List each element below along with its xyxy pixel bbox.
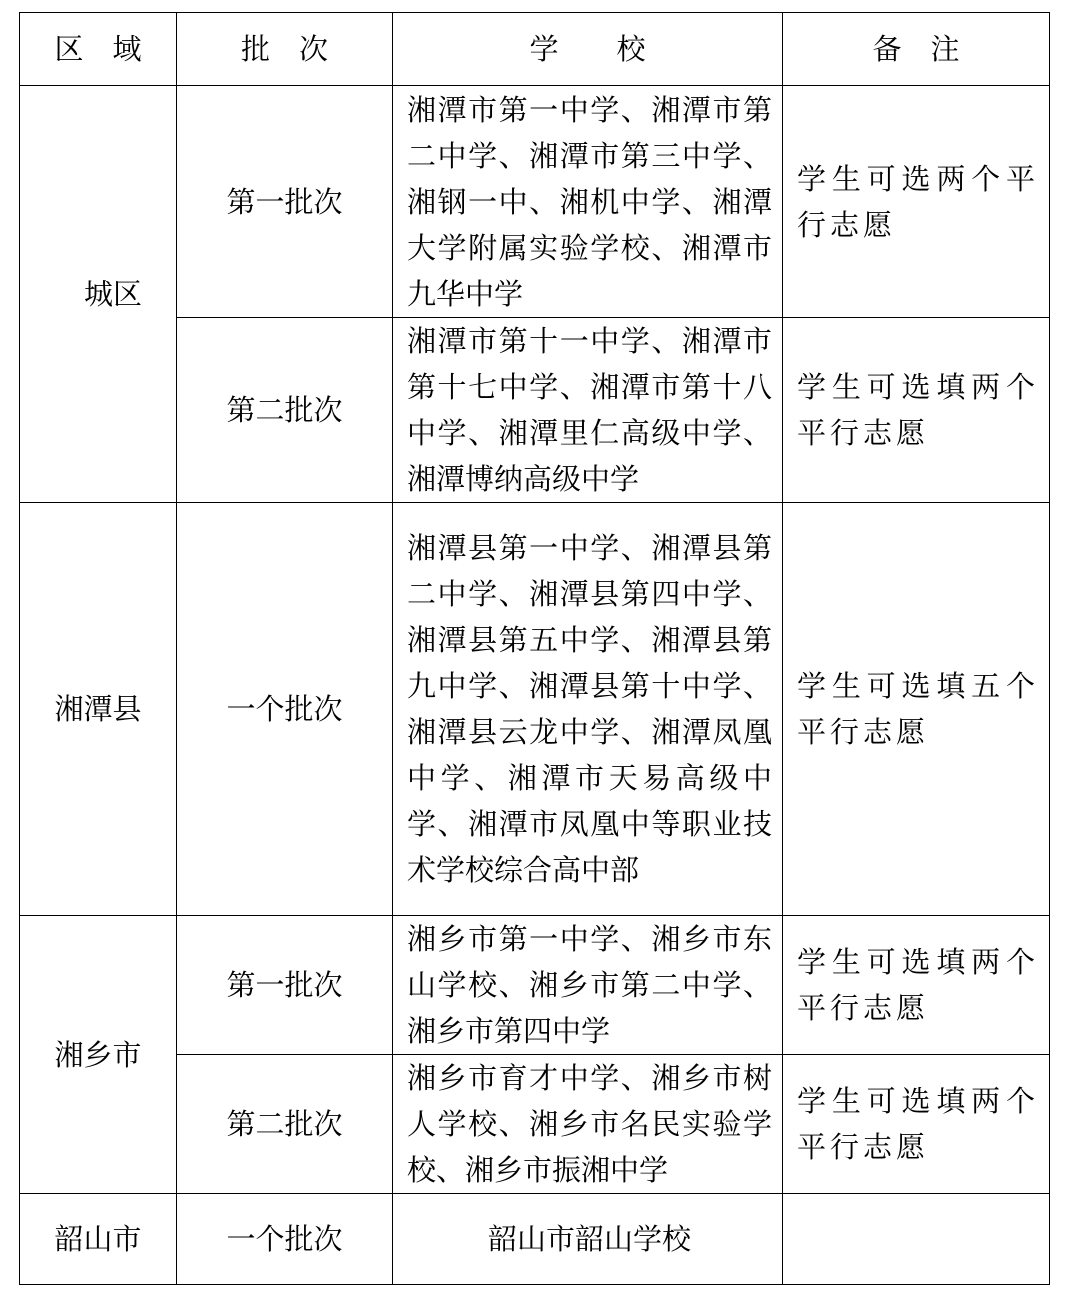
- region-cell: 湘乡市: [20, 916, 177, 1194]
- note-cell: 学生可选填两个平行志愿: [783, 1055, 1050, 1194]
- batch-cell: 第二批次: [177, 318, 393, 503]
- school-cell: 湘潭市第一中学、湘潭市第二中学、湘潭市第三中学、湘钢一中、湘机中学、湘潭大学附属实验学校、湘潭市九华中学: [393, 86, 783, 318]
- table-row: [20, 1194, 1050, 1285]
- region-cell: 湘潭县: [20, 503, 177, 916]
- table-row: [20, 503, 1050, 916]
- batch-cell: 一个批次: [177, 503, 393, 916]
- school-cell: 湘乡市育才中学、湘乡市树人学校、湘乡市名民实验学校、湘乡市振湘中学: [393, 1055, 783, 1194]
- table-row: [20, 916, 1050, 1055]
- school-cell: 韶山市韶山学校: [393, 1194, 783, 1285]
- note-cell: [783, 1194, 1050, 1285]
- admission-batch-table: [19, 12, 1050, 1285]
- batch-cell: 第一批次: [177, 916, 393, 1055]
- table-row: [20, 86, 1050, 318]
- note-cell: 学生可选两个平行志愿: [783, 86, 1050, 318]
- region-cell: 韶山市: [20, 1194, 177, 1285]
- school-cell: 湘潭县第一中学、湘潭县第二中学、湘潭县第四中学、湘潭县第五中学、湘潭县第九中学、湘潭县第十中学、湘潭县云龙中学、湘潭凤凰中学、湘潭市天易高级中学、湘潭市凤凰中等职业技术学校综合高中部: [393, 503, 783, 916]
- note-cell: 学生可选填两个平行志愿: [783, 318, 1050, 503]
- batch-cell: 第一批次: [177, 86, 393, 318]
- header-school: 学 校: [393, 13, 783, 86]
- header-note: 备 注: [783, 13, 1050, 86]
- region-cell: 城区: [20, 86, 177, 503]
- note-cell: 学生可选填两个平行志愿: [783, 916, 1050, 1055]
- header-row: [20, 13, 1050, 86]
- header-batch: 批 次: [177, 13, 393, 86]
- note-cell: 学生可选填五个平行志愿: [783, 503, 1050, 916]
- header-region: 区 域: [20, 13, 177, 86]
- school-cell: 湘潭市第十一中学、湘潭市第十七中学、湘潭市第十八中学、湘潭里仁高级中学、湘潭博纳高级中学: [393, 318, 783, 503]
- batch-cell: 第二批次: [177, 1055, 393, 1194]
- batch-cell: 一个批次: [177, 1194, 393, 1285]
- school-cell: 湘乡市第一中学、湘乡市东山学校、湘乡市第二中学、湘乡市第四中学: [393, 916, 783, 1055]
